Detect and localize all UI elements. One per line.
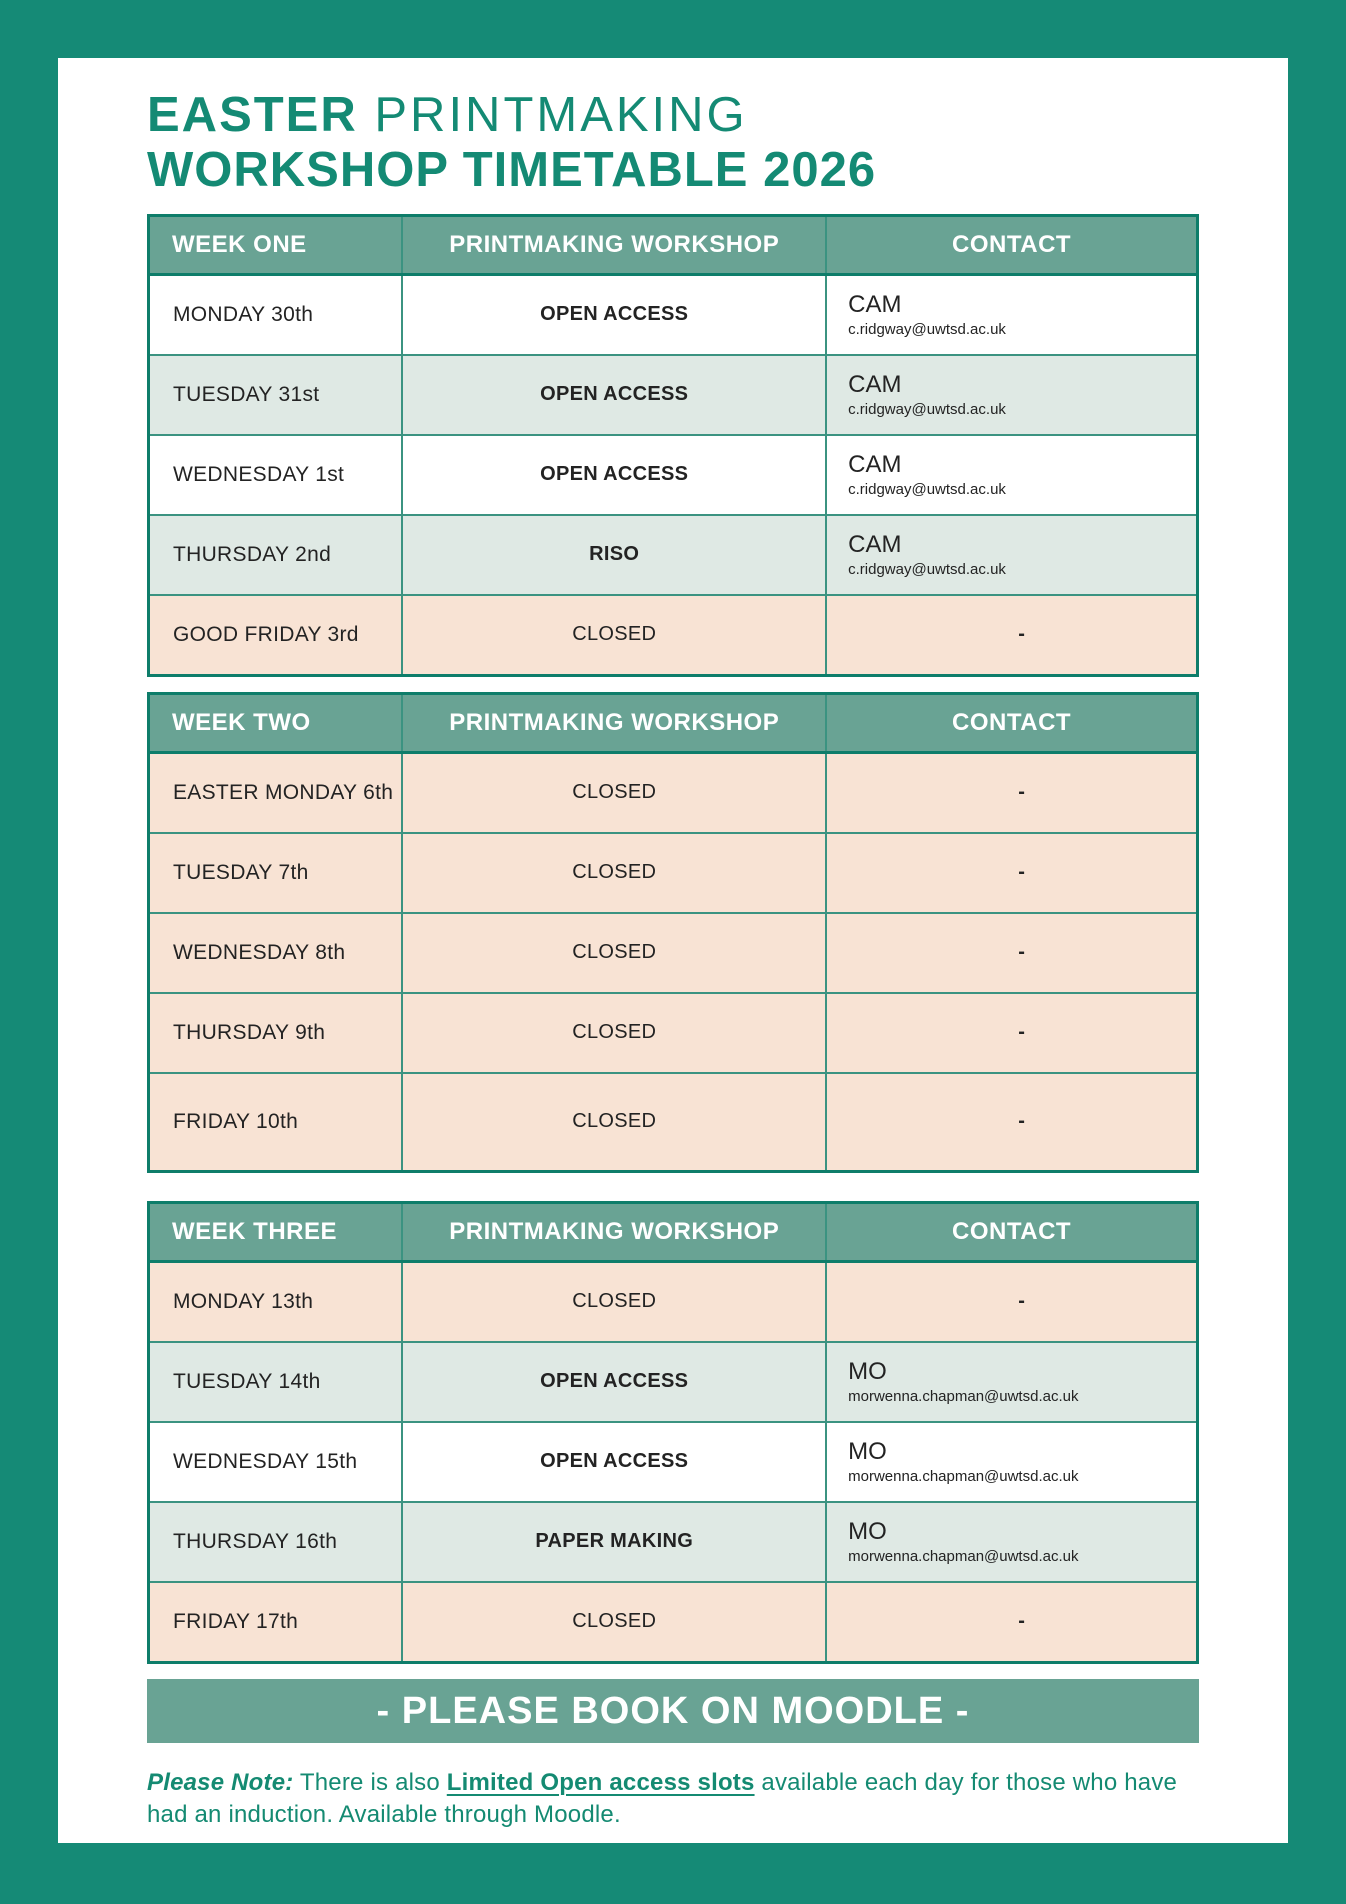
contact-name: MO: [848, 1438, 887, 1465]
workshop-cell: OPEN ACCESS: [402, 435, 826, 515]
contact-dash: -: [1018, 623, 1025, 646]
workshop-cell: CLOSED: [402, 833, 826, 913]
contact-email: morwenna.chapman@uwtsd.ac.uk: [848, 1388, 1079, 1405]
contact-name: CAM: [848, 371, 902, 398]
note-body-2: available each day for those who have had an induction. Available through Moodle.: [147, 1768, 1178, 1829]
contact-cell: [826, 1502, 1197, 1582]
workshop-cell: OPEN ACCESS: [402, 1342, 826, 1422]
contact-name: MO: [848, 1518, 887, 1545]
contact-dash: -: [1018, 781, 1025, 804]
table-row: [149, 1502, 1198, 1582]
note-prefix: Please Note:: [147, 1768, 294, 1796]
contact-cell: [826, 1582, 1197, 1663]
contact-name: CAM: [848, 531, 902, 558]
workshop-cell: CLOSED: [402, 752, 826, 833]
note-open-access-link: Limited Open access slots: [446, 1768, 755, 1796]
workshop-cell: CLOSED: [402, 595, 826, 676]
day-cell: THURSDAY 16th: [149, 1502, 403, 1582]
workshop-cell: CLOSED: [402, 913, 826, 993]
week-label-header: WEEK THREE: [149, 1202, 403, 1261]
week-label-header: WEEK ONE: [149, 215, 403, 274]
workshop-cell: RISO: [402, 515, 826, 595]
workshop-cell: CLOSED: [402, 993, 826, 1073]
table-row: [149, 1342, 1198, 1422]
table-row: [149, 1422, 1198, 1502]
table-row: [149, 595, 1198, 676]
contact-cell: [826, 752, 1197, 833]
table-row: [149, 274, 1198, 355]
title-line1: [147, 88, 1199, 143]
day-cell: MONDAY 13th: [149, 1261, 403, 1342]
contact-cell: [826, 355, 1197, 435]
table-header-row: [149, 215, 1198, 274]
footer-note: [147, 1767, 1199, 1832]
page-title: [147, 88, 1199, 198]
contact-email: c.ridgway@uwtsd.ac.uk: [848, 481, 1006, 498]
day-cell: EASTER MONDAY 6th: [149, 752, 403, 833]
week-label-header: WEEK TWO: [149, 693, 403, 752]
contact-email: morwenna.chapman@uwtsd.ac.uk: [848, 1468, 1079, 1485]
table-row: [149, 1582, 1198, 1663]
day-cell: WEDNESDAY 8th: [149, 913, 403, 993]
day-cell: MONDAY 30th: [149, 274, 403, 355]
day-cell: WEDNESDAY 1st: [149, 435, 403, 515]
contact-cell: [826, 1073, 1197, 1172]
contact-name: CAM: [848, 291, 902, 318]
table-header-row: [149, 693, 1198, 752]
contact-dash: -: [1018, 941, 1025, 964]
workshop-header: PRINTMAKING WORKSHOP: [402, 215, 826, 274]
contact-cell: [826, 274, 1197, 355]
poster-page: [58, 58, 1288, 1843]
table-row: [149, 515, 1198, 595]
day-cell: WEDNESDAY 15th: [149, 1422, 403, 1502]
contact-header: CONTACT: [826, 215, 1197, 274]
contact-cell: [826, 833, 1197, 913]
week-two-table: [147, 692, 1199, 1173]
title-line2: WORKSHOP TIMETABLE 2026: [147, 142, 877, 197]
contact-cell: [826, 595, 1197, 676]
table-row: [149, 355, 1198, 435]
workshop-cell: PAPER MAKING: [402, 1502, 826, 1582]
contact-cell: [826, 1342, 1197, 1422]
workshop-cell: OPEN ACCESS: [402, 1422, 826, 1502]
table-row: [149, 1073, 1198, 1172]
contact-cell: [826, 913, 1197, 993]
contact-cell: [826, 515, 1197, 595]
day-cell: FRIDAY 10th: [149, 1073, 403, 1172]
table-row: [149, 1261, 1198, 1342]
contact-email: c.ridgway@uwtsd.ac.uk: [848, 561, 1006, 578]
table-row: [149, 913, 1198, 993]
workshop-header: PRINTMAKING WORKSHOP: [402, 693, 826, 752]
contact-name: MO: [848, 1358, 887, 1385]
contact-dash: -: [1018, 1021, 1025, 1044]
day-cell: THURSDAY 9th: [149, 993, 403, 1073]
contact-dash: -: [1018, 861, 1025, 884]
contact-dash: -: [1018, 1610, 1025, 1633]
contact-cell: [826, 1261, 1197, 1342]
workshop-cell: CLOSED: [402, 1582, 826, 1663]
note-body-1: There is also: [293, 1768, 447, 1796]
table-row: [149, 435, 1198, 515]
day-cell: TUESDAY 31st: [149, 355, 403, 435]
week-three-table: [147, 1201, 1199, 1664]
workshop-cell: OPEN ACCESS: [402, 355, 826, 435]
day-cell: TUESDAY 7th: [149, 833, 403, 913]
contact-email: morwenna.chapman@uwtsd.ac.uk: [848, 1548, 1079, 1565]
contact-email: c.ridgway@uwtsd.ac.uk: [848, 401, 1006, 418]
workshop-cell: CLOSED: [402, 1261, 826, 1342]
contact-header: CONTACT: [826, 1202, 1197, 1261]
week-one-table: [147, 214, 1199, 677]
contact-cell: [826, 435, 1197, 515]
workshop-cell: OPEN ACCESS: [402, 274, 826, 355]
table-row: [149, 833, 1198, 913]
contact-name: CAM: [848, 451, 902, 478]
contact-email: c.ridgway@uwtsd.ac.uk: [848, 321, 1006, 338]
day-cell: THURSDAY 2nd: [149, 515, 403, 595]
moodle-banner: - PLEASE BOOK ON MOODLE -: [147, 1679, 1199, 1743]
title-printmaking: PRINTMAKING: [357, 88, 748, 142]
table-row: [149, 752, 1198, 833]
day-cell: TUESDAY 14th: [149, 1342, 403, 1422]
contact-cell: [826, 1422, 1197, 1502]
contact-cell: [826, 993, 1197, 1073]
workshop-header: PRINTMAKING WORKSHOP: [402, 1202, 826, 1261]
contact-dash: -: [1018, 1110, 1025, 1133]
workshop-cell: CLOSED: [402, 1073, 826, 1172]
title-easter: EASTER: [147, 88, 358, 142]
table-header-row: [149, 1202, 1198, 1261]
contact-dash: -: [1018, 1290, 1025, 1313]
table-row: [149, 993, 1198, 1073]
day-cell: GOOD FRIDAY 3rd: [149, 595, 403, 676]
contact-header: CONTACT: [826, 693, 1197, 752]
day-cell: FRIDAY 17th: [149, 1582, 403, 1663]
